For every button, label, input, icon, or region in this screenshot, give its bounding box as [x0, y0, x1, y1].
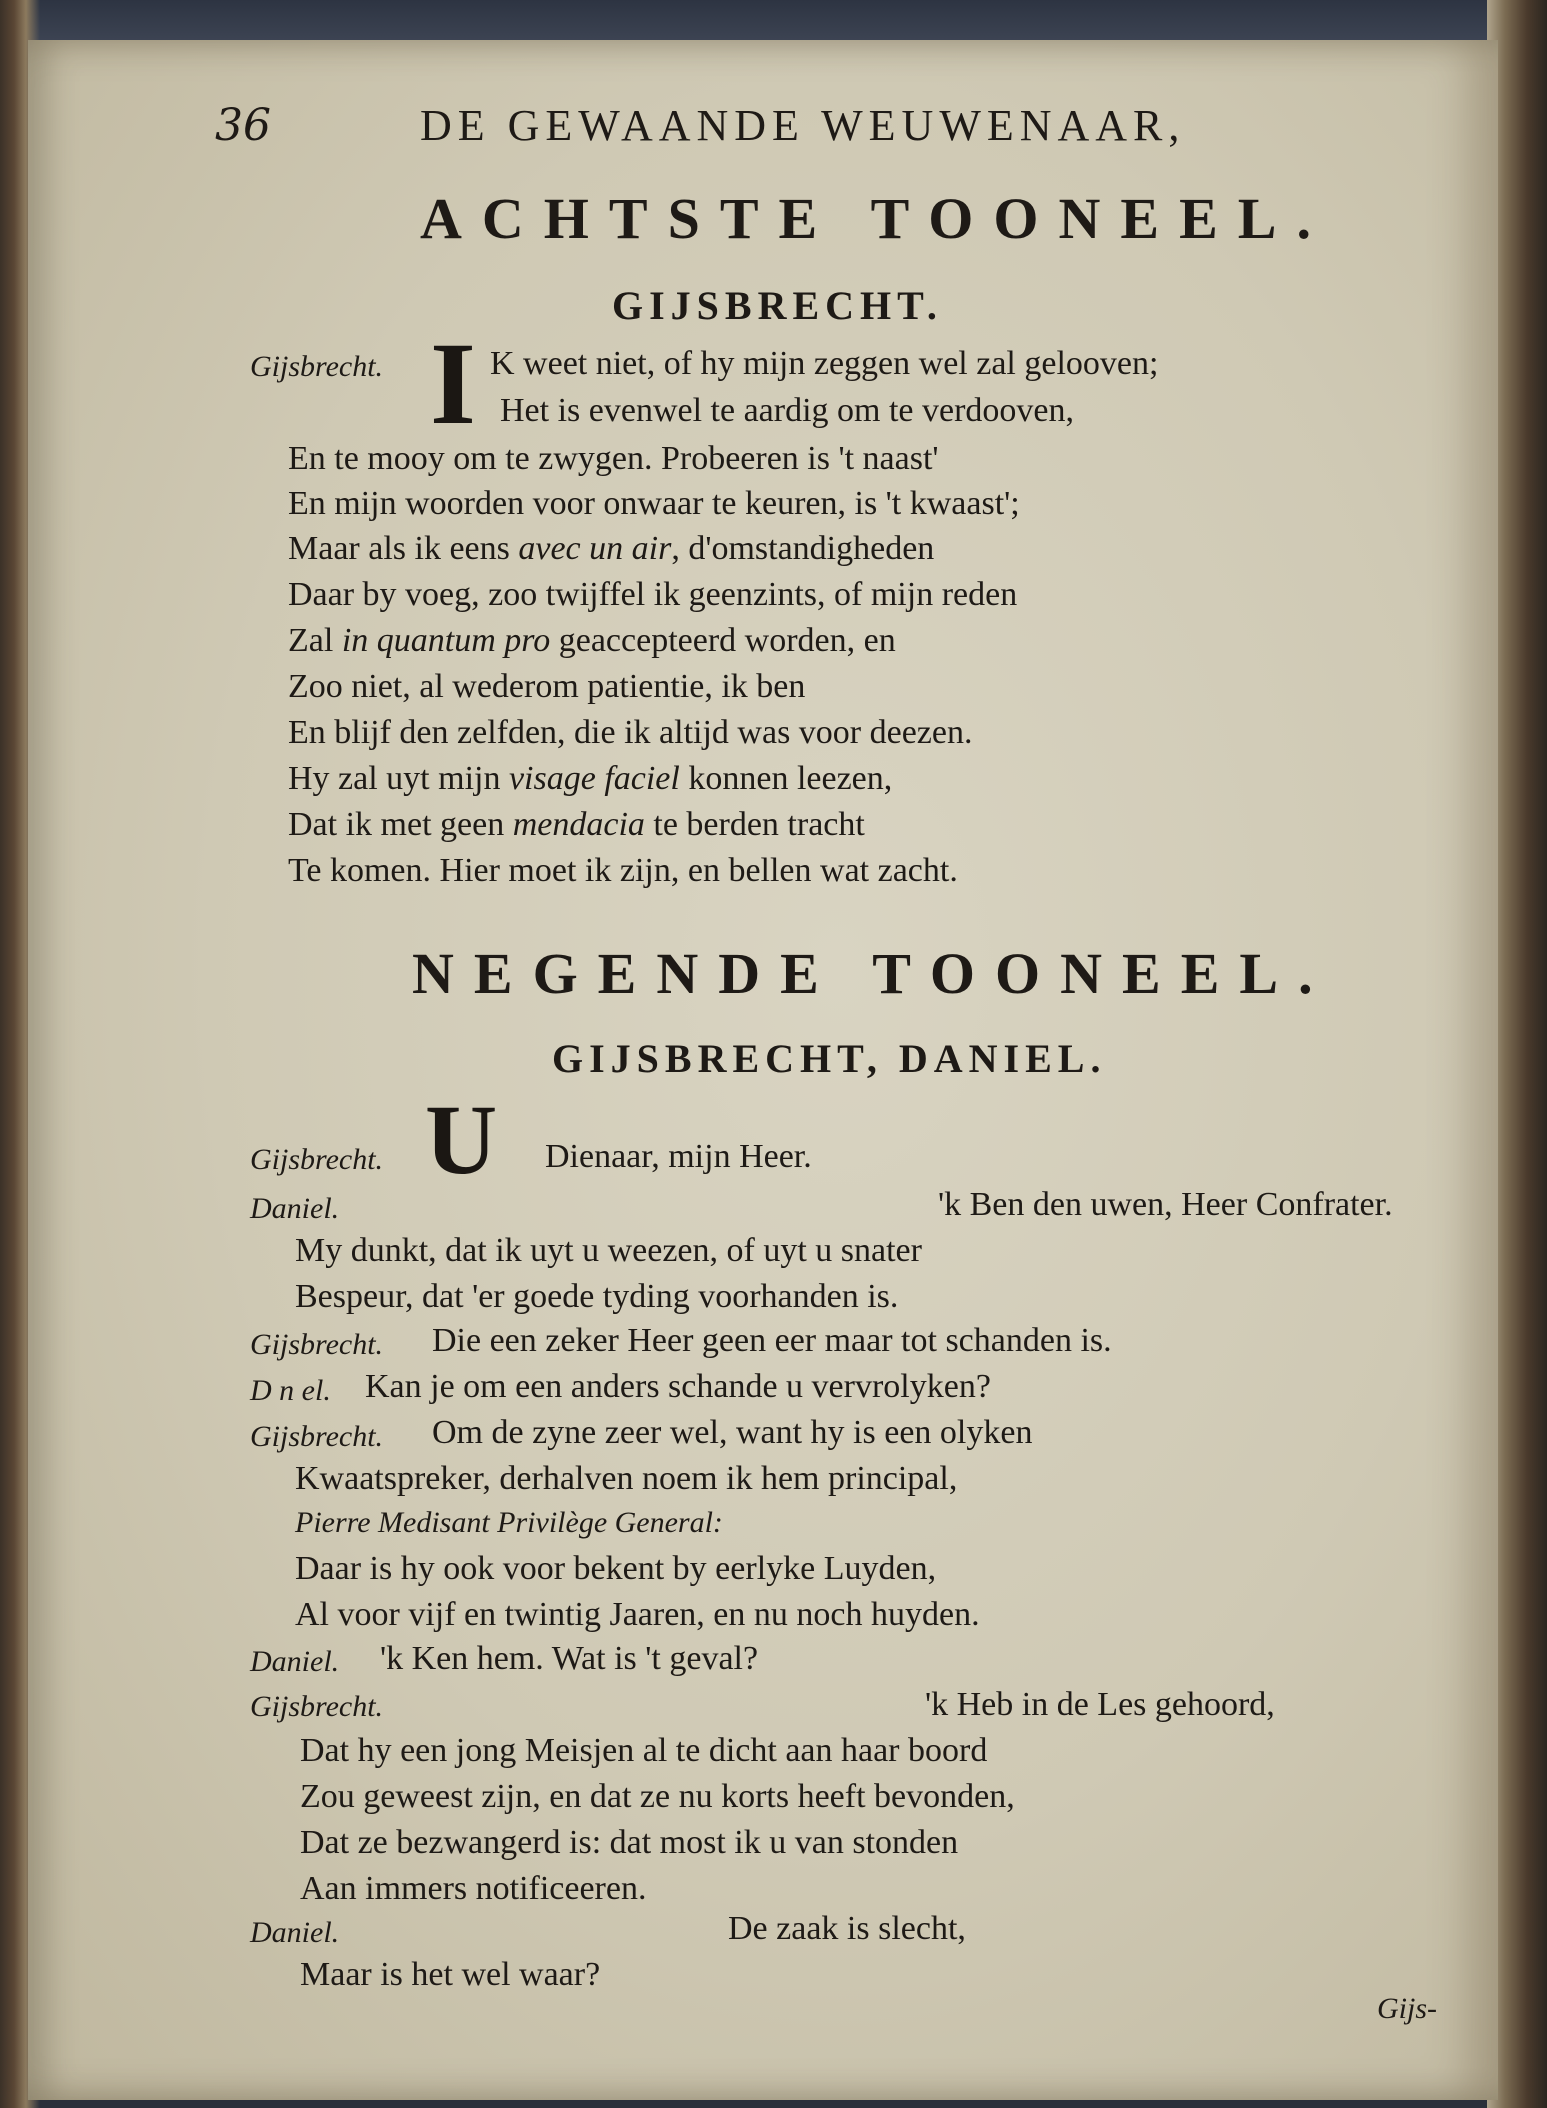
dialogue-line: Dienaar, mijn Heer. [545, 1138, 812, 1175]
verse-text: te berden tracht [653, 806, 865, 843]
verse-text: , d'omstandigheden [671, 530, 935, 567]
dialogue-line: Dat hy een jong Meisjen al te dicht aan haar boord [300, 1732, 988, 1769]
dialogue-line: My dunkt, dat ik uyt u weezen, of uyt u snater [295, 1232, 922, 1269]
page-number: 36 [215, 100, 271, 151]
verse-text: geaccepteerd worden, en [558, 622, 896, 659]
verse-line: En mijn woorden voor onwaar te keuren, is 't kwaast'; [288, 485, 1020, 522]
dialogue-line: Pierre Medisant Privilège General: [295, 1506, 723, 1539]
dialogue-line: 'k Ken hem. Wat is 't geval? [380, 1640, 759, 1677]
verse-line [288, 806, 865, 844]
verse-text: Zal [288, 622, 334, 659]
dialogue-line: Dat ze bezwangerd is: dat most ik u van stonden [300, 1824, 959, 1861]
scene-title-9: NEGENDE TOONEEL. [412, 941, 1333, 1006]
dialogue-line: Maar is het wel waar? [300, 1956, 601, 1993]
dialogue-line: Al voor vijf en twintig Jaaren, en nu noch huyden. [295, 1596, 980, 1633]
verse-line: Zoo niet, al wederom patientie, ik ben [288, 668, 806, 705]
verse-text: konnen leezen, [688, 760, 893, 797]
verse-line: Het is evenwel te aardig om te verdooven, [500, 392, 1075, 429]
verse-text: Dat ik met geen [288, 806, 505, 843]
dialogue-line: Om de zyne zeer wel, want hy is een olyken [432, 1414, 1033, 1451]
dialogue-line: Kan je om een anders schande u vervrolyken? [365, 1368, 991, 1405]
catchword: Gijs- [1377, 1992, 1437, 2025]
scene-persons-8: GIJSBRECHT. [612, 283, 943, 328]
running-title: DE GEWAANDE WEUWENAAR, [420, 101, 1186, 150]
drop-cap: I [430, 318, 476, 449]
speaker-label: Daniel. [250, 1916, 340, 1949]
verse-text: Maar als ik eens [288, 530, 510, 567]
dialogue-line: Daar is hy ook voor bekent by eerlyke Luyden, [295, 1550, 937, 1587]
dialogue-line: Zou geweest zijn, en dat ze nu korts heeft bevonden, [300, 1778, 1015, 1815]
verse-italic: mendacia [512, 806, 645, 843]
verse-line [288, 760, 892, 798]
speaker-label: Daniel. [250, 1192, 340, 1225]
verse-line [288, 622, 896, 660]
speaker-label: Gijsbrecht. [250, 1420, 384, 1453]
verse-line: Te komen. Hier moet ik zijn, en bellen wat zacht. [288, 852, 958, 889]
verse-line: En te mooy om te zwygen. Probeeren is 't naast' [288, 440, 939, 477]
speaker-label: Gijsbrecht. [250, 1328, 384, 1361]
dialogue-line: 'k Heb in de Les gehoord, [925, 1686, 1275, 1723]
speaker-label: Gijsbrecht. [250, 350, 384, 383]
verse-line [288, 530, 934, 568]
dialogue-line: De zaak is slecht, [728, 1910, 966, 1947]
scene-persons-9: GIJSBRECHT, DANIEL. [552, 1036, 1107, 1081]
speaker-label: Gijsbrecht. [250, 1690, 384, 1723]
speaker-label: D n el. [250, 1374, 331, 1407]
dialogue-line: Die een zeker Heer geen eer maar tot schanden is. [432, 1322, 1112, 1359]
verse-line: Daar by voeg, zoo twijffel ik geenzints, of mijn reden [288, 576, 1018, 613]
dialogue-line: Aan immers notificeeren. [300, 1870, 647, 1907]
verse-italic: avec un air [518, 530, 672, 567]
dialogue-line: Kwaatspreker, derhalven noem ik hem principal, [295, 1460, 958, 1497]
speaker-label: Daniel. [250, 1645, 340, 1678]
scene-title-8: ACHTSTE TOONEEL. [420, 186, 1331, 251]
dialogue-line: Bespeur, dat 'er goede tyding voorhanden is. [295, 1278, 899, 1315]
verse-line: En blijf den zelfden, die ik altijd was voor deezen. [288, 714, 973, 751]
verse-line: K weet niet, of hy mijn zeggen wel zal gelooven; [490, 345, 1159, 382]
verse-text: Hy zal uyt mijn [288, 760, 501, 797]
verse-italic: visage faciel [508, 760, 680, 797]
speaker-label: Gijsbrecht. [250, 1143, 384, 1176]
dialogue-line: 'k Ben den uwen, Heer Confrater. [938, 1186, 1393, 1223]
verse-italic: in quantum pro [341, 622, 551, 659]
drop-cap: U [425, 1084, 498, 1195]
